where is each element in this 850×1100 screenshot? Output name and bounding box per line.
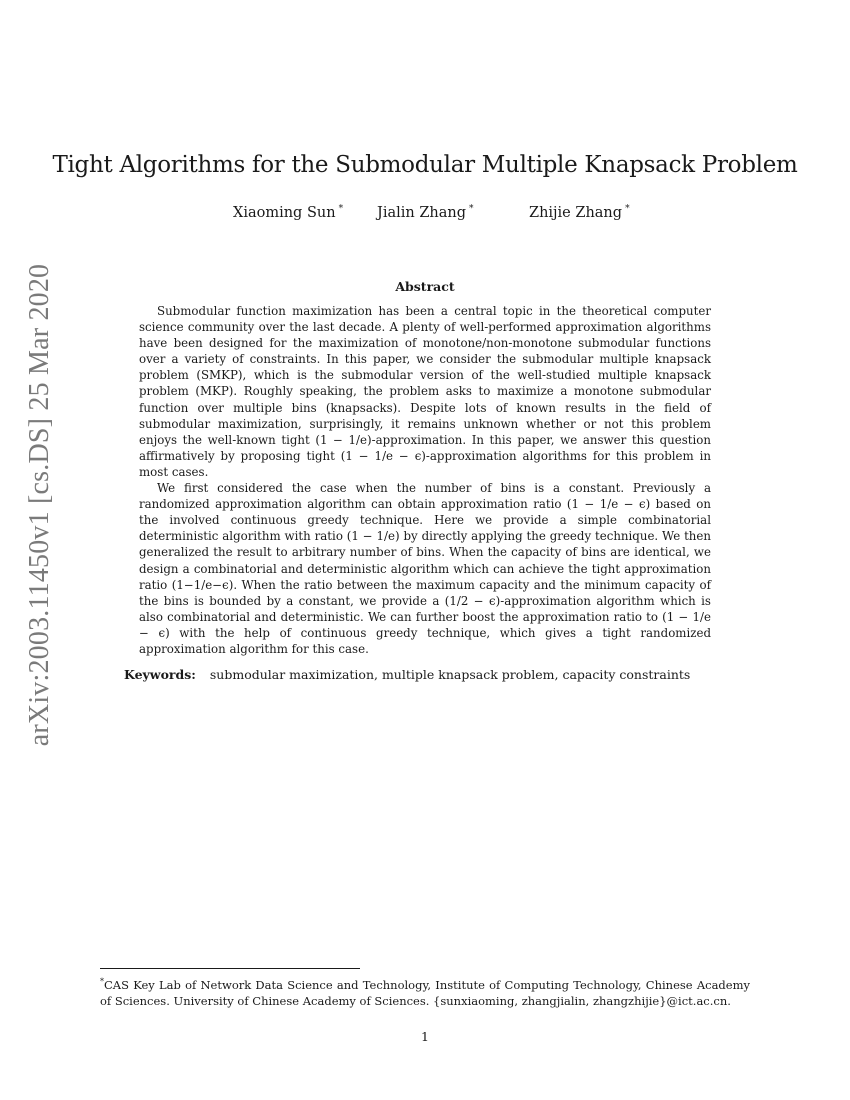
- author-list: [0, 204, 850, 226]
- keywords-line: [124, 667, 744, 682]
- author-name: Xiaoming Sun: [233, 204, 336, 221]
- footnote-text: CAS Key Lab of Network Data Science and Technology, Institute of Computing Technology, Chinese Academy of Sciences. University of Chinese Academy of Sciences. {sunxiaoming, zhangjialin, zhangzhijie}@ict.ac.cn.: [100, 977, 750, 1008]
- paper-title: Tight Algorithms for the Submodular Multiple Knapsack Problem: [52, 152, 798, 178]
- author-3: [529, 204, 630, 221]
- author-2: [377, 204, 474, 221]
- abstract-paragraph-1: Submodular function maximization has been a central topic in the theoretical computer science community over the last decade. A plenty of well-performed approximation algorithms have been designed for the maximization of monotone/non-monotone submodular functions over a variety of constraints. In this paper, we consider the submodular multiple knapsack problem (SMKP), which is the submodular version of the well-studied multiple knapsack problem (MKP). Roughly speaking, the problem asks to maximize a monotone submodular function over multiple bins (knapsacks). Despite lots of known results in the field of submodular maximization, surprisingly, it remains unknown whether or not this problem enjoys the well-known tight (1 − 1/e)-approximation. In this paper, we answer this question affirmatively by proposing tight (1 − 1/e − ϵ)-approximation algorithms for this problem in most cases.: [139, 304, 711, 479]
- abstract-paragraph-2: We first considered the case when the number of bins is a constant. Previously a randomized approximation algorithm can obtain approximation ratio (1 − 1/e − ϵ) based on the involved continuous greedy technique. Here we provide a simple combinatorial deterministic algorithm with ratio (1 − 1/e) by directly applying the greedy technique. We then generalized the result to arbitrary number of bins. When the capacity of bins are identical, we design a combinatorial and deterministic algorithm which can achieve the tight approximation ratio (1−1/e−ϵ). When the ratio between the maximum capacity and the minimum capacity of the bins is bounded by a constant, we provide a (1/2 − ϵ)-approximation algorithm which is also combinatorial and deterministic. We can further boost the approximation ratio to (1 − 1/e − ϵ) with the help of continuous greedy technique, which gives a tight randomized approximation algorithm for this case.: [139, 481, 711, 656]
- author-footnote-mark: *: [469, 204, 474, 214]
- keywords-text: submodular maximization, multiple knapsack problem, capacity constraints: [209, 667, 691, 682]
- footnote-mark: *: [100, 977, 104, 986]
- abstract-heading: Abstract: [395, 279, 455, 294]
- footnote-divider: [100, 968, 360, 969]
- author-footnote-mark: *: [625, 204, 630, 214]
- arxiv-identifier: arXiv:2003.11450v1 [cs.DS] 25 Mar 2020: [24, 263, 55, 747]
- affiliation-footnote: [100, 974, 750, 1009]
- author-name: Jialin Zhang: [377, 204, 466, 221]
- author-1: [233, 204, 343, 221]
- abstract-body: [139, 303, 711, 657]
- page-number: 1: [421, 1029, 429, 1044]
- author-name: Zhijie Zhang: [529, 204, 623, 221]
- keywords-label: Keywords:: [124, 667, 196, 682]
- author-footnote-mark: *: [338, 204, 344, 214]
